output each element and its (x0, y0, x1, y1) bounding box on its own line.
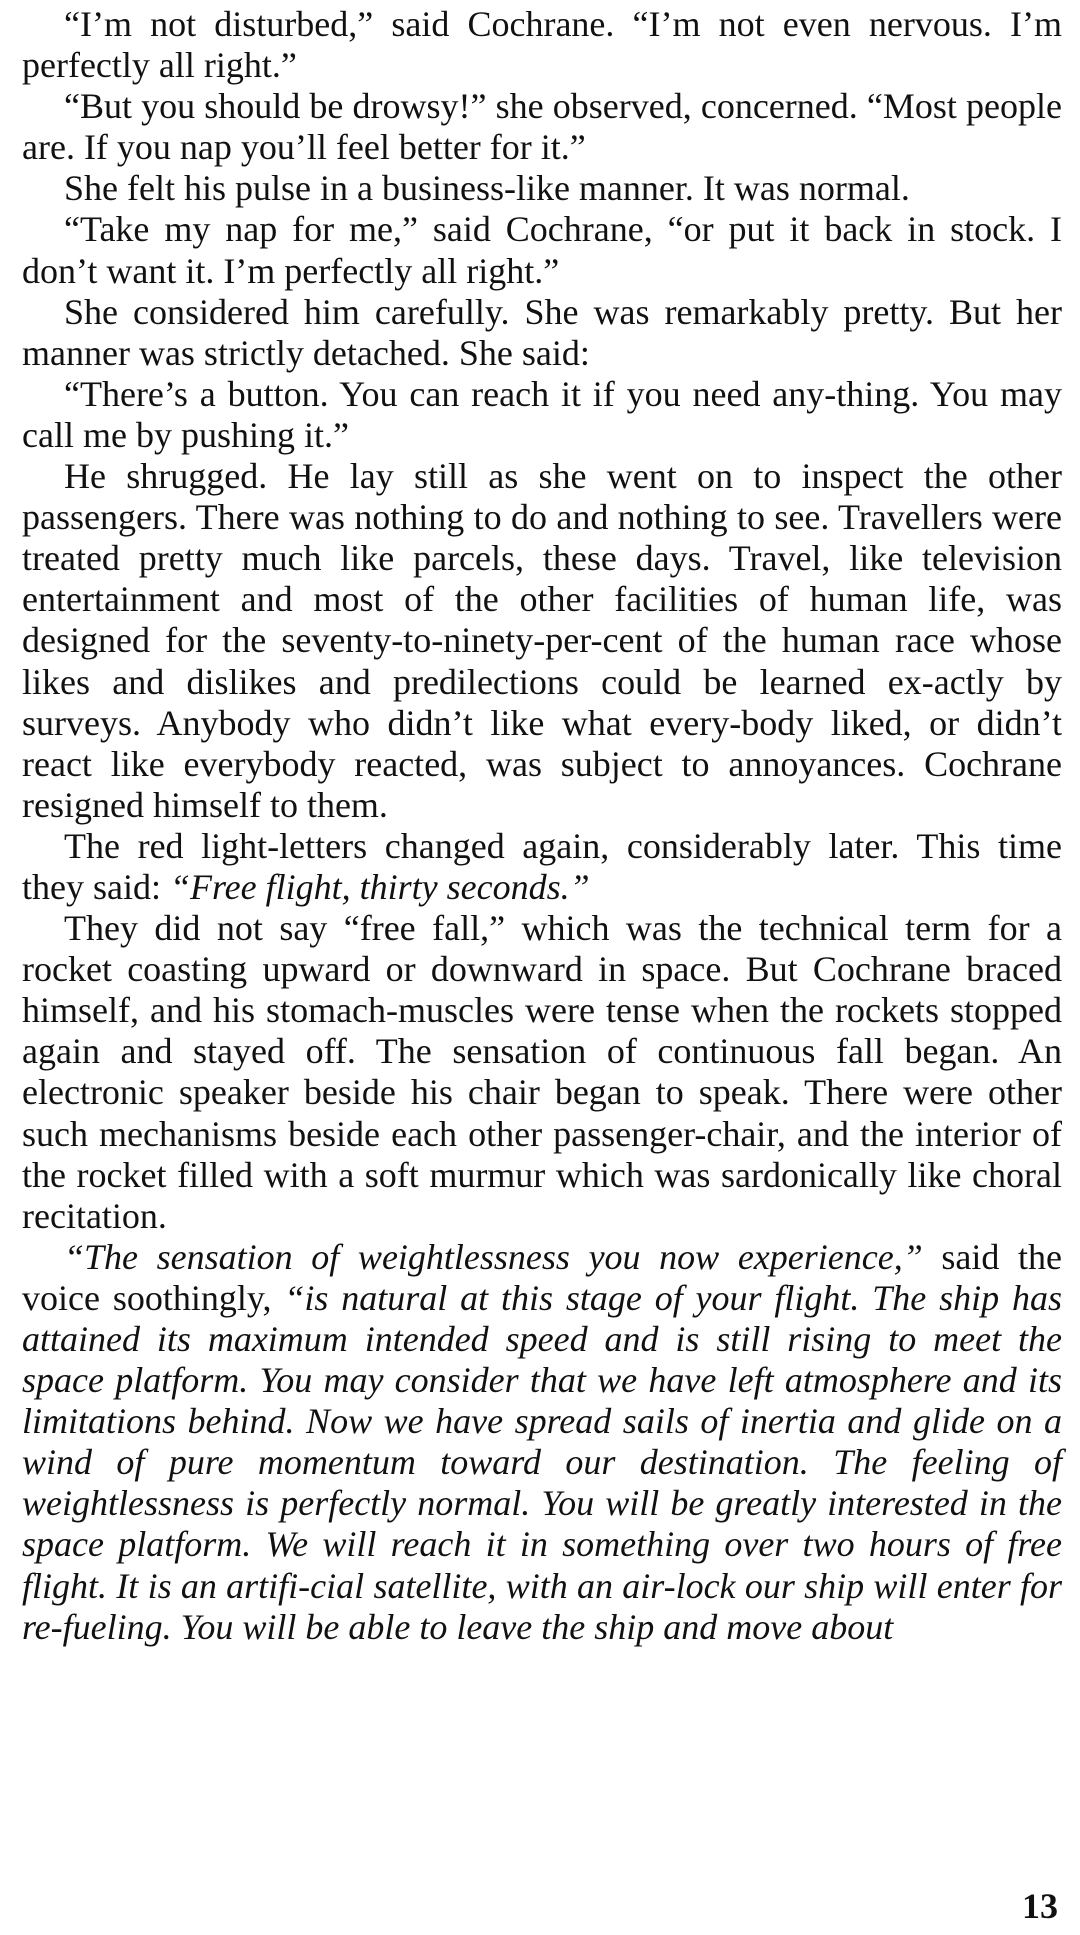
paragraph-text: “There’s a button. You can reach it if you need any-thing. You may call me by pushing it.” (22, 373, 1062, 455)
paragraph (22, 374, 1062, 456)
paragraph (22, 168, 1062, 209)
paragraph (22, 292, 1062, 374)
paragraph-text: He shrugged. He lay still as she went on to inspect the other passengers. There was nothing to do and nothing to see. Travellers were treated pretty much like parcels, these days. Travel, like television entertainment and most of the other facilities of human life, was designed for the seventy-to-ninety-per-cent of the human race whose likes and dislikes and predilections could be learned ex-actly by surveys. Anybody who didn’t like what every-body liked, or didn’t react like everybody reacted, was subject to annoyances. Cochrane resigned himself to them. (22, 456, 1062, 825)
italic-speech-text: “is natural at this stage of your flight. The ship has attained its maximum intended speed and is still rising to meet the space platform. You may consider that we have left atmosphere and its limitations behind. Now we have spread sails of inertia and glide on a wind of pure momentum toward our destination. The feeling of weightlessness is perfectly normal. You will be greatly interested in the space platform. We will reach it in something over two hours of free flight. It is an artifi-cial satellite, with an air-lock our ship will enter for re-fueling. You will be able to leave the ship and move about (22, 1277, 1062, 1647)
paragraph-text: The red light-letters changed again, considerably later. This time they said: (22, 825, 1062, 907)
paragraph-text: “But you should be drowsy!” she observed, concerned. “Most people are. If you nap you’ll feel better for it.” (22, 86, 1062, 168)
paragraph (22, 1237, 1062, 1648)
paragraph (22, 456, 1062, 826)
paragraph (22, 4, 1062, 86)
paragraph-text: said the voice soothingly, (22, 1236, 1062, 1318)
paragraph-text: She felt his pulse in a business-like manner. It was normal. (64, 168, 910, 209)
paragraph (22, 86, 1062, 168)
paragraph (22, 826, 1062, 908)
paragraph-text: She considered him carefully. She was remarkably pretty. But her manner was strictly detached. She said: (22, 291, 1062, 373)
paragraph-text: “Take my nap for me,” said Cochrane, “or put it back in stock. I don’t want it. I’m perfectly all right.” (22, 209, 1062, 291)
italic-speech-text: “The sensation of weightlessness you now experience,” (64, 1236, 923, 1277)
book-page-body (22, 4, 1062, 1648)
paragraph-text: They did not say “free fall,” which was the technical term for a rocket coasting upward or downward in space. But Cochrane braced himself, and his stomach-muscles were tense when the rockets stopped again and stayed off. The sensation of continuous fall began. An electronic speaker beside his chair began to speak. There were other such mechanisms beside each other passenger-chair, and the interior of the rocket filled with a soft murmur which was sardonically like choral recitation. (22, 908, 1062, 1236)
paragraph-text: “I’m not disturbed,” said Cochrane. “I’m not even nervous. I’m perfectly all right.” (22, 4, 1062, 86)
paragraph (22, 908, 1062, 1237)
paragraph (22, 209, 1062, 291)
italic-sign-text: “Free flight, thirty seconds.” (169, 866, 590, 907)
page-number: 13 (1022, 1886, 1058, 1926)
